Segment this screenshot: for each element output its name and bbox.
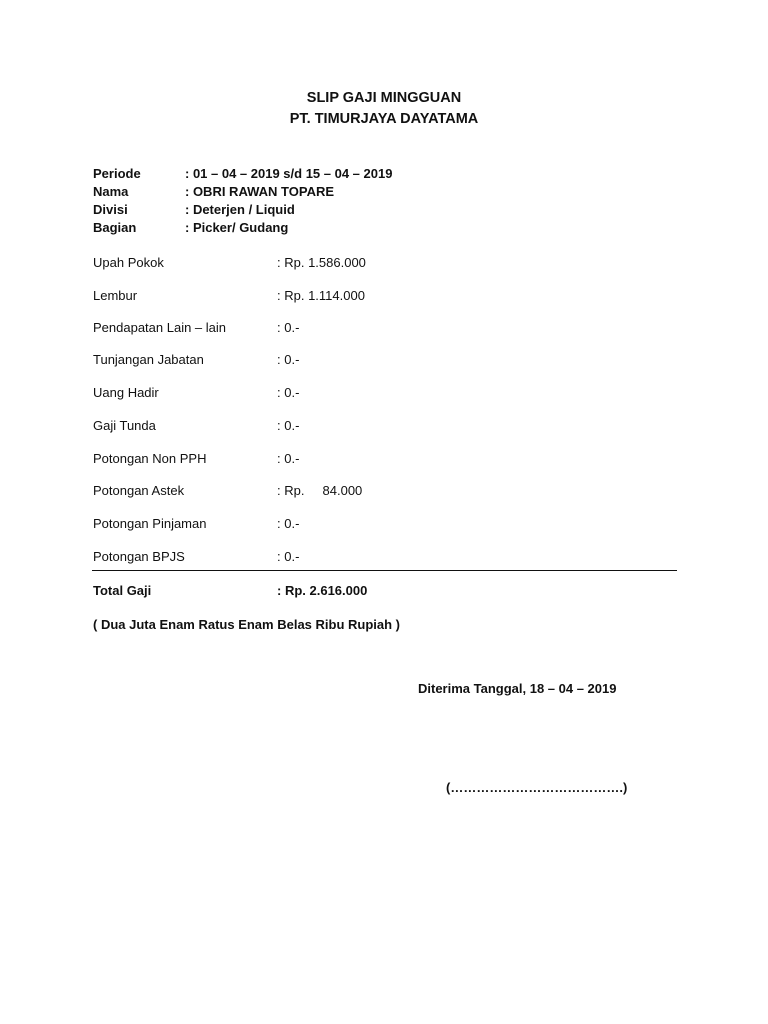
item-value: : 0.- [277, 549, 300, 564]
item-value: : 0.- [277, 320, 300, 335]
item-label: Gaji Tunda [93, 418, 156, 433]
item-label: Uang Hadir [93, 385, 159, 400]
total-divider [92, 570, 677, 571]
company-name: PT. TIMURJAYA DAYATAMA [289, 111, 479, 127]
item-label: Potongan Astek [93, 483, 185, 498]
total-label: Total Gaji [93, 583, 152, 598]
amount-in-words: ( Dua Juta Enam Ratus Enam Belas Ribu Rupiah ) [93, 617, 400, 632]
item-value: : 0.- [277, 385, 300, 400]
item-label: Potongan Non PPH [93, 451, 207, 466]
item-value: : Rp. 1.586.000 [277, 255, 366, 270]
received-date: Diterima Tanggal, 18 – 04 – 2019 [418, 681, 617, 696]
info-value-nama: : OBRI RAWAN TOPARE [185, 184, 335, 199]
item-value: : 0.- [277, 418, 300, 433]
info-value-bagian: : Picker/ Gudang [185, 220, 289, 235]
item-value: : Rp. 1.114.000 [277, 288, 365, 303]
item-label: Lembur [93, 288, 138, 303]
total-value: : Rp. 2.616.000 [277, 583, 368, 598]
info-label-periode: Periode [93, 166, 141, 181]
info-label-nama: Nama [93, 184, 129, 199]
info-value-divisi: : Deterjen / Liquid [185, 202, 295, 217]
item-value: : Rp. 84.000 [277, 483, 363, 498]
item-label: Pendapatan Lain – lain [93, 320, 227, 335]
item-label: Potongan BPJS [93, 549, 185, 564]
signature-line: (………………………………….) [446, 780, 628, 795]
item-value: : 0.- [277, 352, 300, 367]
item-label: Tunjangan Jabatan [93, 352, 204, 367]
info-label-bagian: Bagian [93, 220, 137, 235]
slip-title: SLIP GAJI MINGGUAN [306, 90, 462, 106]
item-label: Potongan Pinjaman [93, 516, 207, 531]
item-value: : 0.- [277, 516, 300, 531]
item-label: Upah Pokok [93, 255, 164, 270]
item-value: : 0.- [277, 451, 300, 466]
info-value-periode: : 01 – 04 – 2019 s/d 15 – 04 – 2019 [185, 166, 393, 181]
info-label-divisi: Divisi [93, 202, 128, 217]
